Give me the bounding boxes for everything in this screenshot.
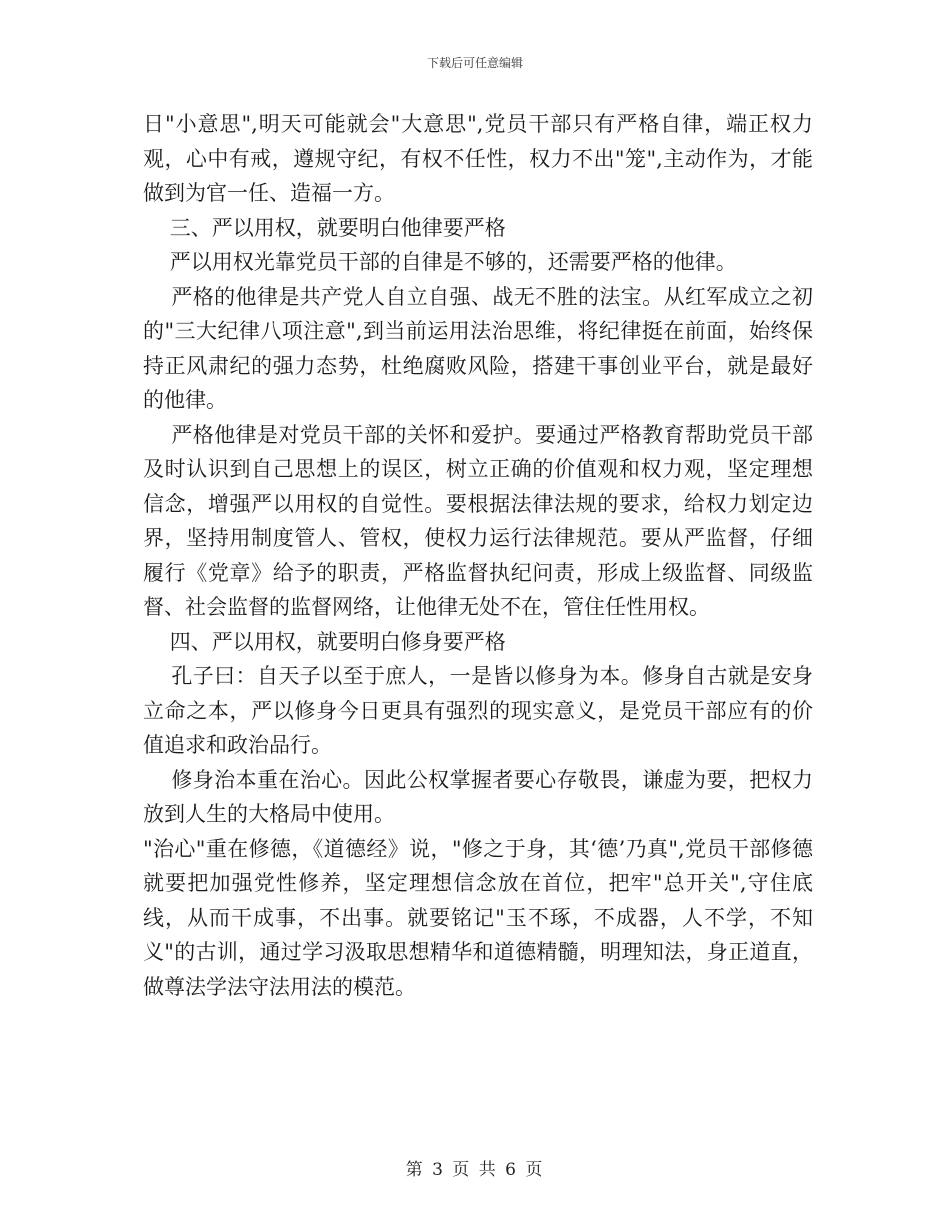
document-body [143,107,813,1004]
paragraph-6: 修身治本重在治心。因此公权掌握者要心存敬畏，谦虚为要，把权力放到人生的大格局中使用。 [143,767,814,826]
paragraph-1: 日"小意思",明天可能就会"大意思",党员干部只有严格自律，端正权力观，心中有戒，遵规守纪，有权不任性，权力不出"笼",主动作为，才能做到为官一任、造福一方。 [143,112,813,205]
page-number-footer: 第 3 页 共 6 页 [405,1160,545,1180]
section-heading-4: 四、严以用权，就要明白修身要严格 [143,629,506,654]
paragraph-4: 严格他律是对党员干部的关怀和爱护。要通过严格教育帮助党员干部及时认识到自己思想上的误区，树立正确的价值观和权力观，坚定理想信念，增强严以用权的自觉性。要根据法律法规的要求，给权力划定边界，坚持用制度管人、管权，使权力运行法律规范。要从严监督，仔细履行《党章》给予的职责，严格监督执纪问责，形成上级监督、同级监督、社会监督的监督网络，让他律无处不在，管住任性用权。 [143,422,814,619]
paragraph-5: 孔子曰：自天子以至于庶人，一是皆以修身为本。修身自古就是安身立命之本，严以修身今日更具有强烈的现实意义，是党员干部应有的价值追求和政治品行。 [143,664,814,757]
section-heading-3: 三、严以用权，就要明白他律要严格 [143,215,506,240]
paragraph-2: 严以用权光靠党员干部的自律是不够的，还需要严格的他律。 [143,250,737,274]
paragraph-3: 严格的他律是共产党人自立自强、战无不胜的法宝。从红军成立之初的"三大纪律八项注意",到当前运用法治思维，将纪律挺在前面，始终保持正风肃纪的强力态势，杜绝腐败风险，搭建干事创业平台，就是最好的他律。 [143,284,814,412]
page-header: 下载后可任意编辑 [426,56,523,70]
paragraph-7: "治心"重在修德，《道德经》说，"修之于身，其‘德’乃真",党员干部修德就要把加强党性修养，坚定理想信念放在首位，把牢"总开关",守住底线，从而干成事，不出事。就要铭记"玉不琢，不成器，人不学，不知义"的古训，通过学习汲取思想精华和道德精髓，明理知法，身正道直，做尊法学法守法用法的模范。 [143,836,813,999]
